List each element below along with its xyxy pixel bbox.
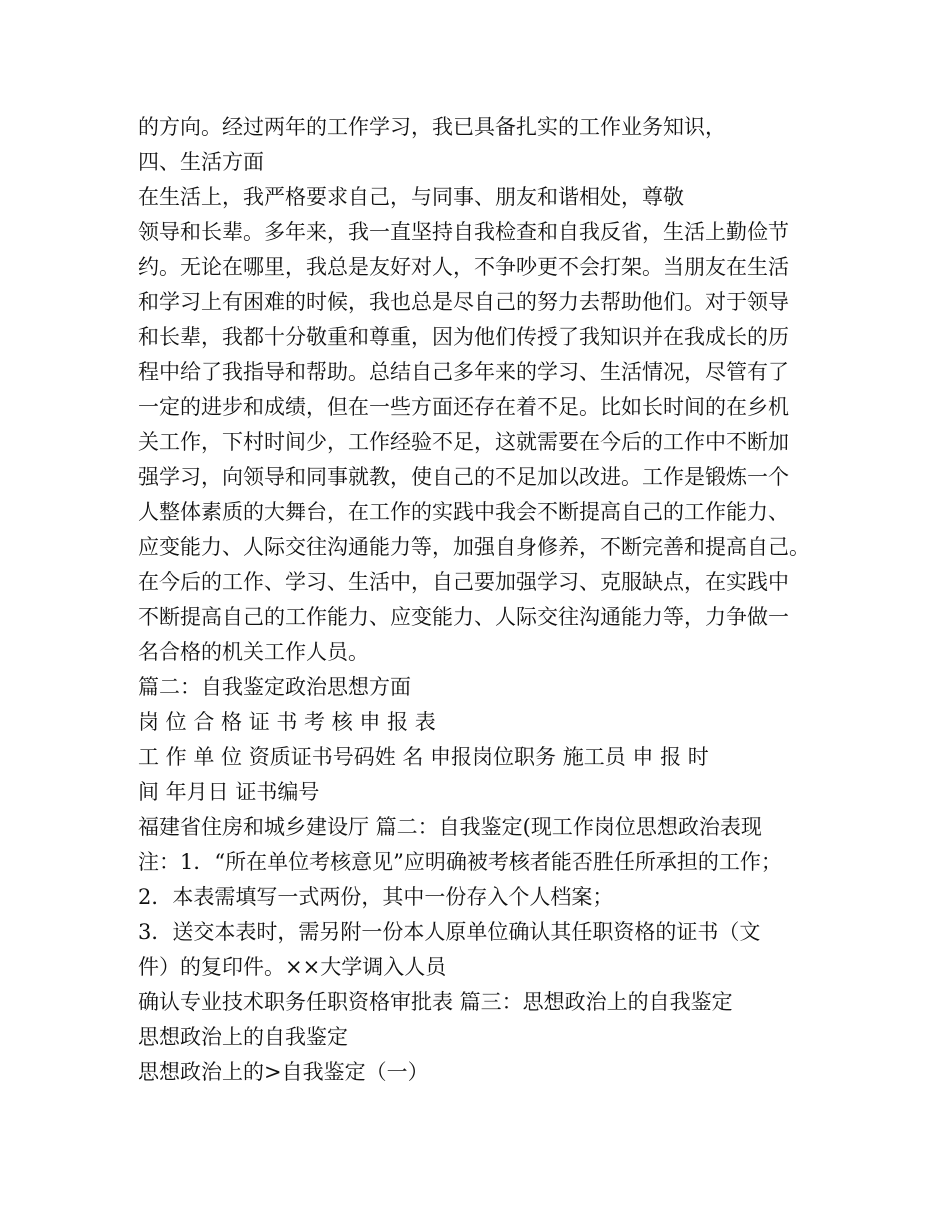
text-line: 关工作，下村时间少，工作经验不足，这就需要在今后的工作中不断加 xyxy=(138,430,789,454)
note-line: 注：1．“所在单位考核意见”应明确被考核者能否胜任所承担的工作； xyxy=(138,850,782,874)
text-line: 程中给了我指导和帮助。总结自己多年来的学习、生活情况，尽管有了 xyxy=(138,360,789,384)
note-line: 2．本表需填写一式两份，其中一份存入个人档案； xyxy=(138,885,614,909)
note-line: 3．送交本表时，需另附一份本人原单位确认其任职资格的证书（文 xyxy=(138,920,761,944)
section-heading: 思想政治上的自我鉴定 xyxy=(138,1025,348,1049)
note-line: 件）的复印件。××大学调入人员 xyxy=(138,955,447,979)
text-line: 在生活上，我严格要求自己，与同事、朋友和谐相处，尊敬 xyxy=(138,185,684,209)
form-title: 岗 位 合 格 证 书 考 核 申 报 表 xyxy=(138,710,436,734)
text-line: 名合格的机关工作人员。 xyxy=(138,640,369,664)
text-line: 强学习，向领导和同事就教，使自己的不足加以改进。工作是锻炼一个 xyxy=(138,465,789,489)
text-line: 不断提高自己的工作能力、应变能力、人际交往沟通能力等，力争做一 xyxy=(138,605,789,629)
form-fields-line: 间 年月日 证书编号 xyxy=(138,780,320,804)
text-line: 和长辈，我都十分敬重和尊重，因为他们传授了我知识并在我成长的历 xyxy=(138,325,789,349)
text-line: 和学习上有困难的时候，我也总是尽自己的努力去帮助他们。对于领导 xyxy=(138,290,789,314)
form-fields-line: 工 作 单 位 资质证书号码姓 名 申报岗位职务 施工员 申 报 时 xyxy=(138,745,709,769)
text-line: 在今后的工作、学习、生活中，自己要加强学习、克服缺点，在实践中 xyxy=(138,570,789,594)
text-line: 人整体素质的大舞台，在工作的实践中我会不断提高自己的工作能力、 xyxy=(138,500,789,524)
text-line: 一定的进步和成绩，但在一些方面还存在着不足。比如长时间的在乡机 xyxy=(138,395,789,419)
text-line: 确认专业技术职务任职资格审批表 篇三：思想政治上的自我鉴定 xyxy=(138,990,733,1014)
section-heading: 思想政治上的>自我鉴定（一） xyxy=(138,1060,429,1084)
text-line: 约。无论在哪里，我总是友好对人，不争吵更不会打架。当朋友在生活 xyxy=(138,255,789,279)
text-line: 的方向。经过两年的工作学习，我已具备扎实的工作业务知识， xyxy=(138,115,726,139)
document-body xyxy=(138,110,950,1090)
text-line: 福建省住房和城乡建设厅 篇二：自我鉴定(现工作岗位思想政治表现 xyxy=(138,815,762,839)
section-heading: 四、生活方面 xyxy=(138,150,264,174)
text-line: 领导和长辈。多年来，我一直坚持自我检查和自我反省，生活上勤俭节 xyxy=(138,220,789,244)
section-heading: 篇二：自我鉴定政治思想方面 xyxy=(138,675,411,699)
text-line: 应变能力、人际交往沟通能力等，加强自身修养，不断完善和提高自己。 xyxy=(138,535,810,559)
